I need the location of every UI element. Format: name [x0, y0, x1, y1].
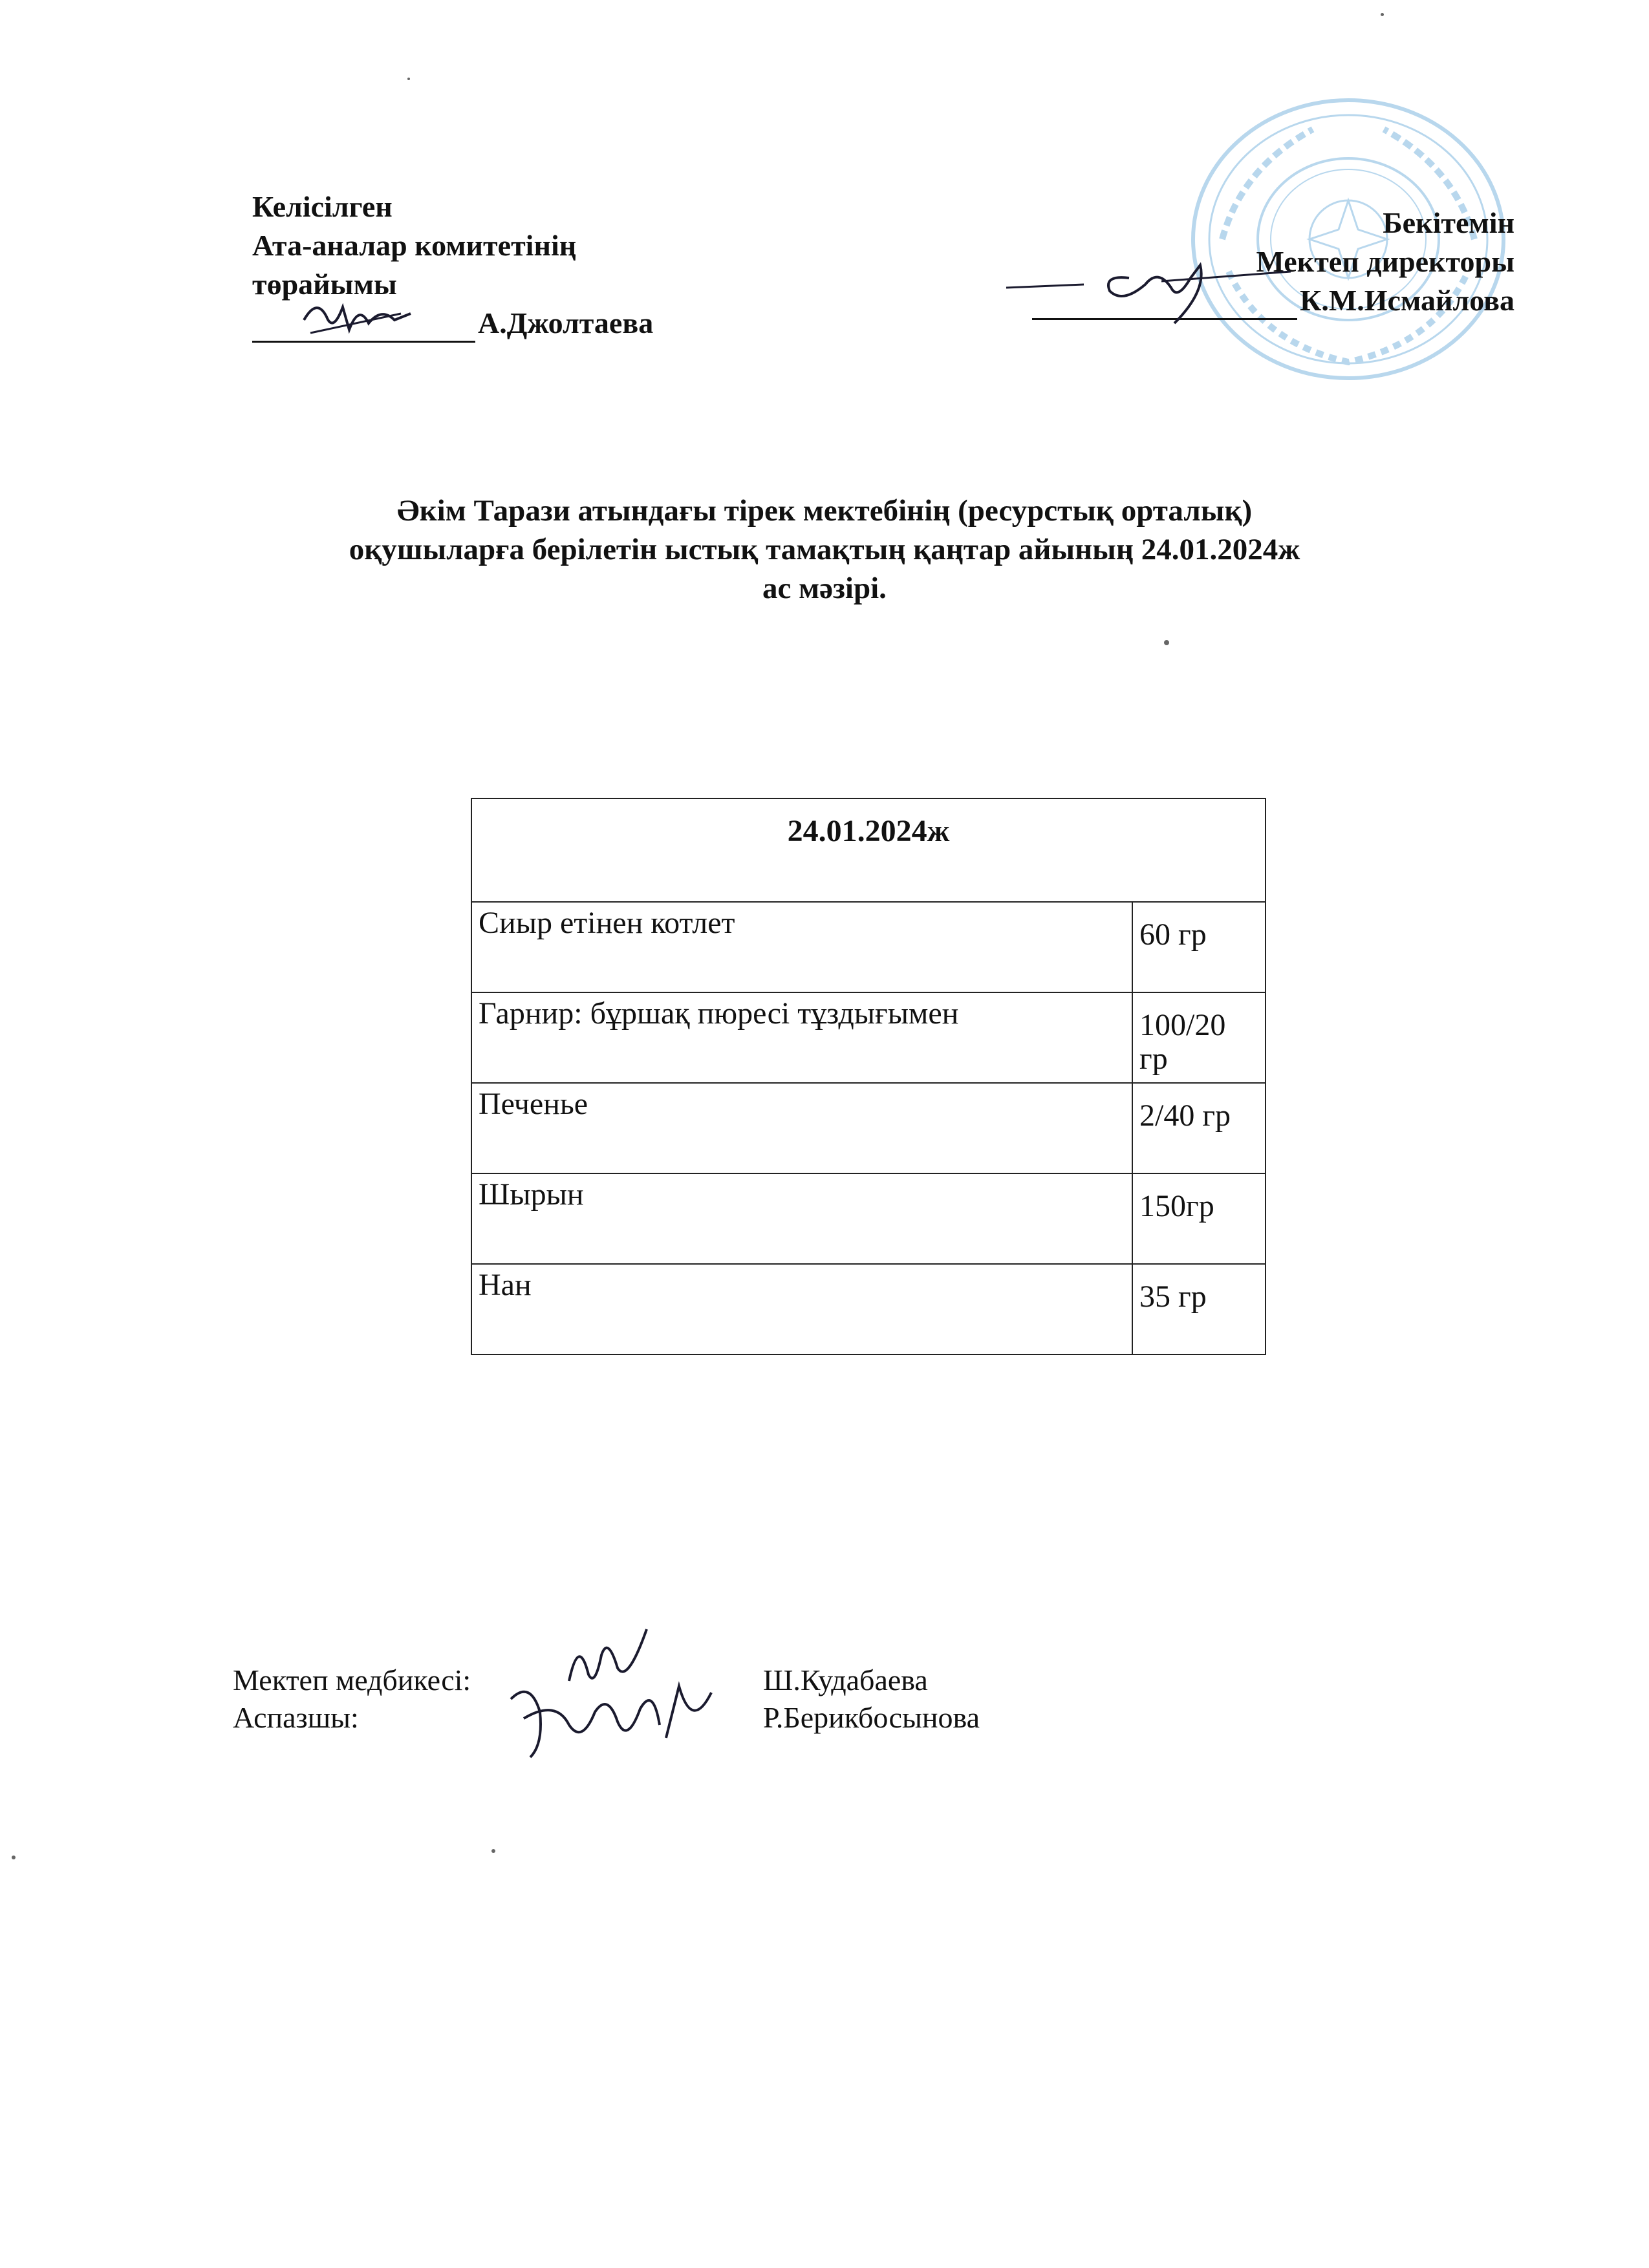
- scan-speck: [1381, 13, 1384, 16]
- chairperson-title: төрайымы: [252, 268, 397, 301]
- table-row: [471, 992, 1266, 1083]
- cook-name: Р.Берикбосынова: [763, 1701, 980, 1734]
- table-row: [471, 1083, 1266, 1173]
- dish-cell: Нан: [471, 1264, 1132, 1354]
- table-row: [471, 1173, 1266, 1264]
- title-line-2: оқушыларға берілетін ыстық тамақтың қаңтар айының 24.01.2024ж: [349, 533, 1300, 566]
- title-line-3: ас мәзірі.: [762, 572, 887, 605]
- document-title: [0, 491, 1649, 608]
- chairperson-signature: [297, 294, 414, 346]
- director-signature-row: [1032, 281, 1514, 320]
- approval-block: [1032, 204, 1514, 320]
- director-title: Мектеп директоры: [1256, 245, 1514, 278]
- approval-heading: Бекітемін: [1383, 206, 1514, 239]
- scan-speck: [1164, 640, 1169, 645]
- amount-cell: 150гр: [1132, 1173, 1266, 1264]
- chairperson-signature-row: [252, 304, 653, 343]
- table-row: [471, 902, 1266, 992]
- director-signature: [1006, 252, 1310, 330]
- amount-cell: 35 гр: [1132, 1264, 1266, 1354]
- title-line-1: Әкім Тарази атындағы тірек мектебінің (ресурстық орталық): [396, 494, 1253, 528]
- chairperson-name: А.Джолтаева: [478, 306, 654, 339]
- dish-cell: Сиыр етінен котлет: [471, 902, 1132, 992]
- director-name: К.М.Исмайлова: [1300, 284, 1514, 317]
- amount-cell: 60 гр: [1132, 902, 1266, 992]
- scan-speck: [491, 1849, 495, 1853]
- director-signature-line: [1032, 284, 1297, 320]
- menu-date-header: 24.01.2024ж: [471, 798, 1266, 902]
- dish-cell: Печенье: [471, 1083, 1132, 1173]
- scan-speck: [12, 1856, 16, 1859]
- amount-cell: 2/40 гр: [1132, 1083, 1266, 1173]
- cook-label: Аспазшы:: [233, 1701, 359, 1734]
- dish-cell: Гарнир: бұршақ пюресі тұздығымен: [471, 992, 1132, 1083]
- nurse-label: Мектеп медбикесі:: [233, 1664, 471, 1696]
- dish-cell: Шырын: [471, 1173, 1132, 1264]
- amount-cell: 100/20 гр: [1132, 992, 1266, 1083]
- menu-table: [471, 798, 1266, 1355]
- table-row: [471, 1264, 1266, 1354]
- chairperson-signature-line: [252, 307, 475, 343]
- cook-signature: [504, 1673, 718, 1777]
- agreement-block: [252, 187, 653, 343]
- committee-title: Ата-аналар комитетінің: [252, 229, 577, 262]
- agreement-heading: Келісілген: [252, 190, 393, 223]
- nurse-name: Ш.Кудабаева: [763, 1664, 928, 1696]
- scan-speck: [407, 78, 410, 80]
- menu-header-row: [471, 798, 1266, 902]
